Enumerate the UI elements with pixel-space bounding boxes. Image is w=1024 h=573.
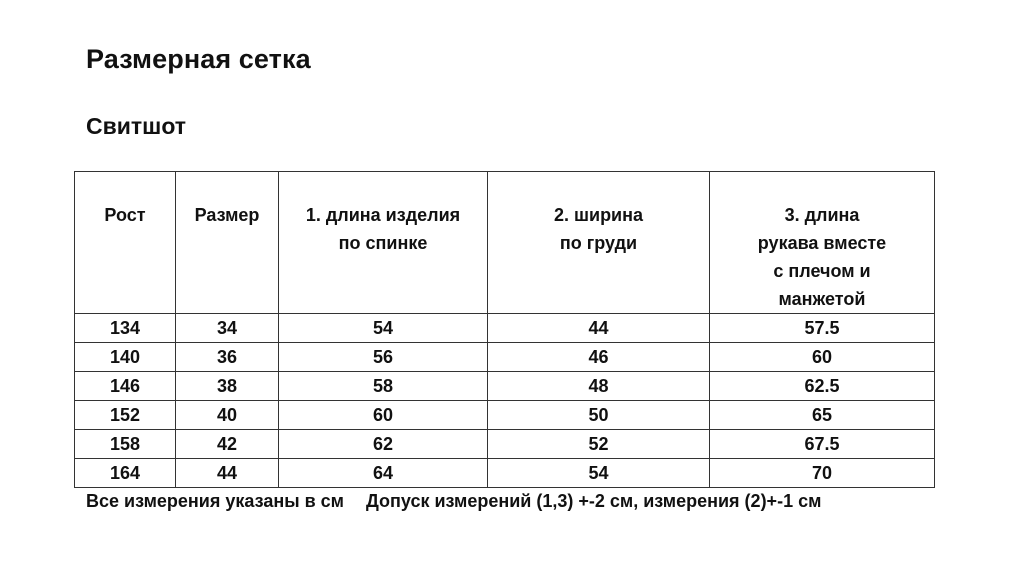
table-cell: 64	[279, 459, 488, 488]
tolerance-note: Допуск измерений (1,3) +-2 см, измерения (2)+-1 см	[365, 491, 822, 511]
table-row	[75, 459, 935, 488]
table-cell: 52	[488, 430, 710, 459]
header-cell-back-length: 1. длина изделия по спинке	[279, 172, 488, 314]
table-cell: 158	[75, 430, 176, 459]
header-cell-height: Рост	[75, 172, 176, 314]
table-cell: 164	[75, 459, 176, 488]
page-title: Размерная сетка	[86, 44, 311, 74]
header-cell-sleeve-length: 3. длина рукава вместе с плечом и манжетой	[710, 172, 935, 314]
table-cell: 34	[176, 314, 279, 343]
header-cell-size: Размер	[176, 172, 279, 314]
table-cell: 140	[75, 343, 176, 372]
table-cell: 46	[488, 343, 710, 372]
table-cell: 54	[488, 459, 710, 488]
product-subtitle: Свитшот	[86, 113, 187, 139]
header-cell-chest-width: 2. ширина по груди	[488, 172, 710, 314]
units-note: Все измерения указаны в см	[86, 491, 344, 511]
table-cell: 60	[710, 343, 935, 372]
table-row	[75, 372, 935, 401]
table-cell: 70	[710, 459, 935, 488]
table-cell: 62	[279, 430, 488, 459]
table-cell: 65	[710, 401, 935, 430]
table-row	[75, 430, 935, 459]
table-cell: 60	[279, 401, 488, 430]
table-cell: 42	[176, 430, 279, 459]
table-cell: 54	[279, 314, 488, 343]
table-cell: 58	[279, 372, 488, 401]
header-row	[75, 172, 935, 314]
table-cell: 56	[279, 343, 488, 372]
table-cell: 36	[176, 343, 279, 372]
table-cell: 38	[176, 372, 279, 401]
table-cell: 134	[75, 314, 176, 343]
table-cell: 67.5	[710, 430, 935, 459]
table-cell: 146	[75, 372, 176, 401]
table-cell: 48	[488, 372, 710, 401]
table-cell: 44	[176, 459, 279, 488]
table-row	[75, 343, 935, 372]
table-cell: 40	[176, 401, 279, 430]
table-cell: 152	[75, 401, 176, 430]
table-cell: 44	[488, 314, 710, 343]
table-row	[75, 314, 935, 343]
table-cell: 57.5	[710, 314, 935, 343]
size-chart-table	[74, 171, 935, 488]
table-row	[75, 401, 935, 430]
footer-note	[86, 491, 821, 512]
table-cell: 50	[488, 401, 710, 430]
table-cell: 62.5	[710, 372, 935, 401]
